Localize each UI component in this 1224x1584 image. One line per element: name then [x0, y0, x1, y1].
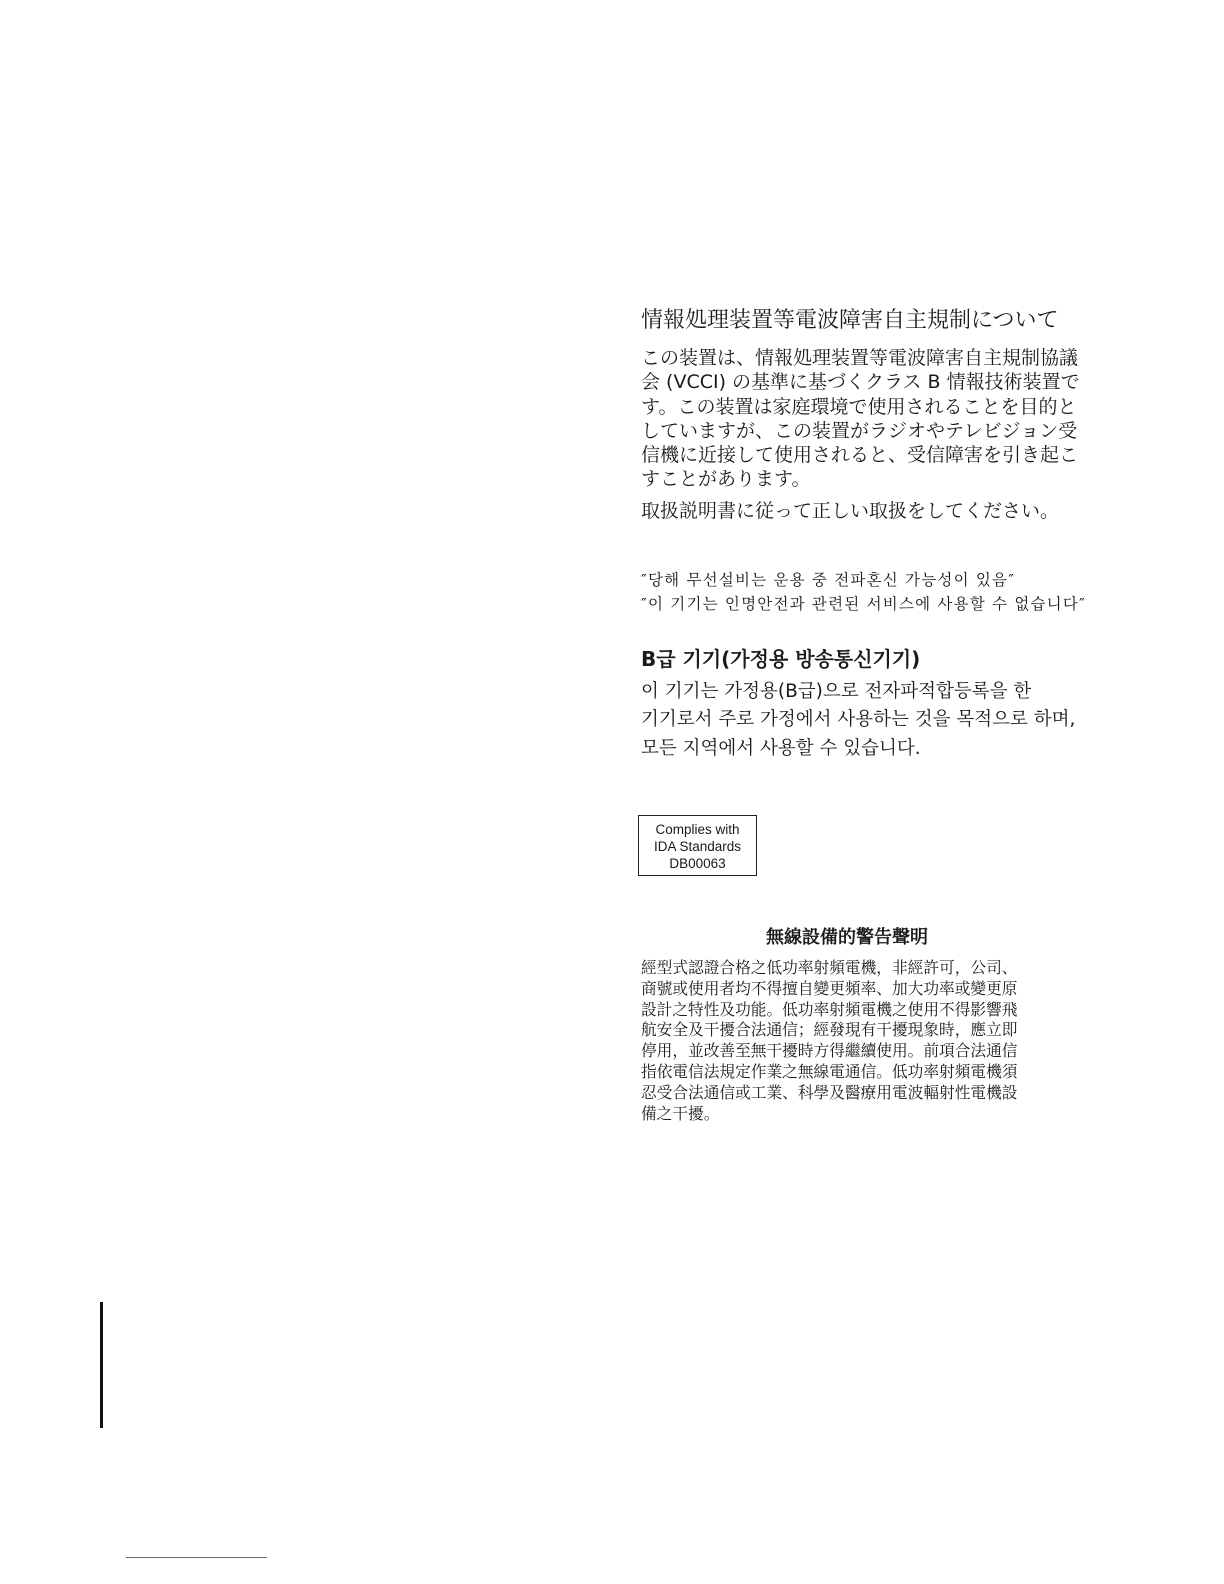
korea-warning-line: ″당해 무선설비는 운용 중 전파혼신 가능성이 있음″ [641, 570, 1016, 589]
vcci-line: していますが、この装置がラジオやテレビジョン受 [641, 419, 1078, 442]
korea-radio-warning [641, 568, 1111, 616]
taiwan-body-line: 指依電信法規定作業之無線電通信。低功率射頻電機須 [641, 1061, 1018, 1081]
taiwan-warning-heading: 無線設備的警告聲明 [766, 927, 928, 948]
vcci-statement [641, 346, 1111, 492]
korea-class-b-heading: B급 기기(가정용 방송통신기기) [641, 646, 921, 671]
ida-label-line: DB00063 [669, 856, 726, 871]
taiwan-body-line: 商號或使用者均不得擅自變更頻率、加大功率或變更原 [641, 978, 1018, 998]
taiwan-body-line: 航安全及干擾合法通信；經發現有干擾現象時，應立即 [641, 1020, 1018, 1040]
margin-change-bar [100, 1302, 103, 1428]
ida-label-line: IDA Standards [653, 839, 742, 854]
footer-rule [126, 1557, 267, 1558]
taiwan-body-line: 經型式認證合格之低功率射頻電機，非經許可，公司、 [641, 958, 1018, 977]
korea-body-line: 모든 지역에서 사용할 수 있습니다. [641, 737, 921, 759]
vcci-line: 会 (VCCI) の基準に基づくクラス B 情報技術装置で [641, 371, 1080, 394]
vcci-line: すことがあります。 [641, 468, 811, 491]
korea-warning-line: ″이 기기는 인명안전과 관련된 서비스에 사용할 수 없습니다″ [641, 594, 1087, 613]
ida-label-line: Complies with [655, 822, 740, 837]
ida-compliance-label [638, 815, 757, 876]
taiwan-body-line: 停用，並改善至無干擾時方得繼續使用。前項合法通信 [641, 1041, 1018, 1061]
korea-class-b-statement [641, 678, 1111, 764]
taiwan-body-line: 忍受合法通信或工業、科學及醫療用電波輻射性電機設 [641, 1082, 1018, 1102]
vcci-line: この装置は、情報処理装置等電波障害自主規制協議 [641, 347, 1079, 369]
regulatory-column [641, 306, 1111, 763]
vcci-line: 信機に近接して使用されると、受信障害を引き起こ [641, 444, 1079, 467]
korea-body-line: 이 기기는 가정용(B급)으로 전자파적합등록을 한 [641, 680, 1032, 702]
taiwan-body-line: 設計之特性及功能。低功率射頻電機之使用不得影響飛 [641, 999, 1018, 1019]
vcci-line: す。この装置は家庭環境で使用されることを目的と [641, 395, 1077, 418]
vcci-instruction-note: 取扱説明書に従って正しい取扱をしてください。 [641, 499, 1060, 522]
taiwan-warning-statement [641, 958, 1018, 1124]
vcci-heading: 情報処理装置等電波障害自主規制について [641, 308, 1059, 333]
taiwan-body-line: 備之干擾。 [641, 1103, 720, 1123]
korea-body-line: 기기로서 주로 가정에서 사용하는 것을 목적으로 하며, [641, 709, 1076, 731]
